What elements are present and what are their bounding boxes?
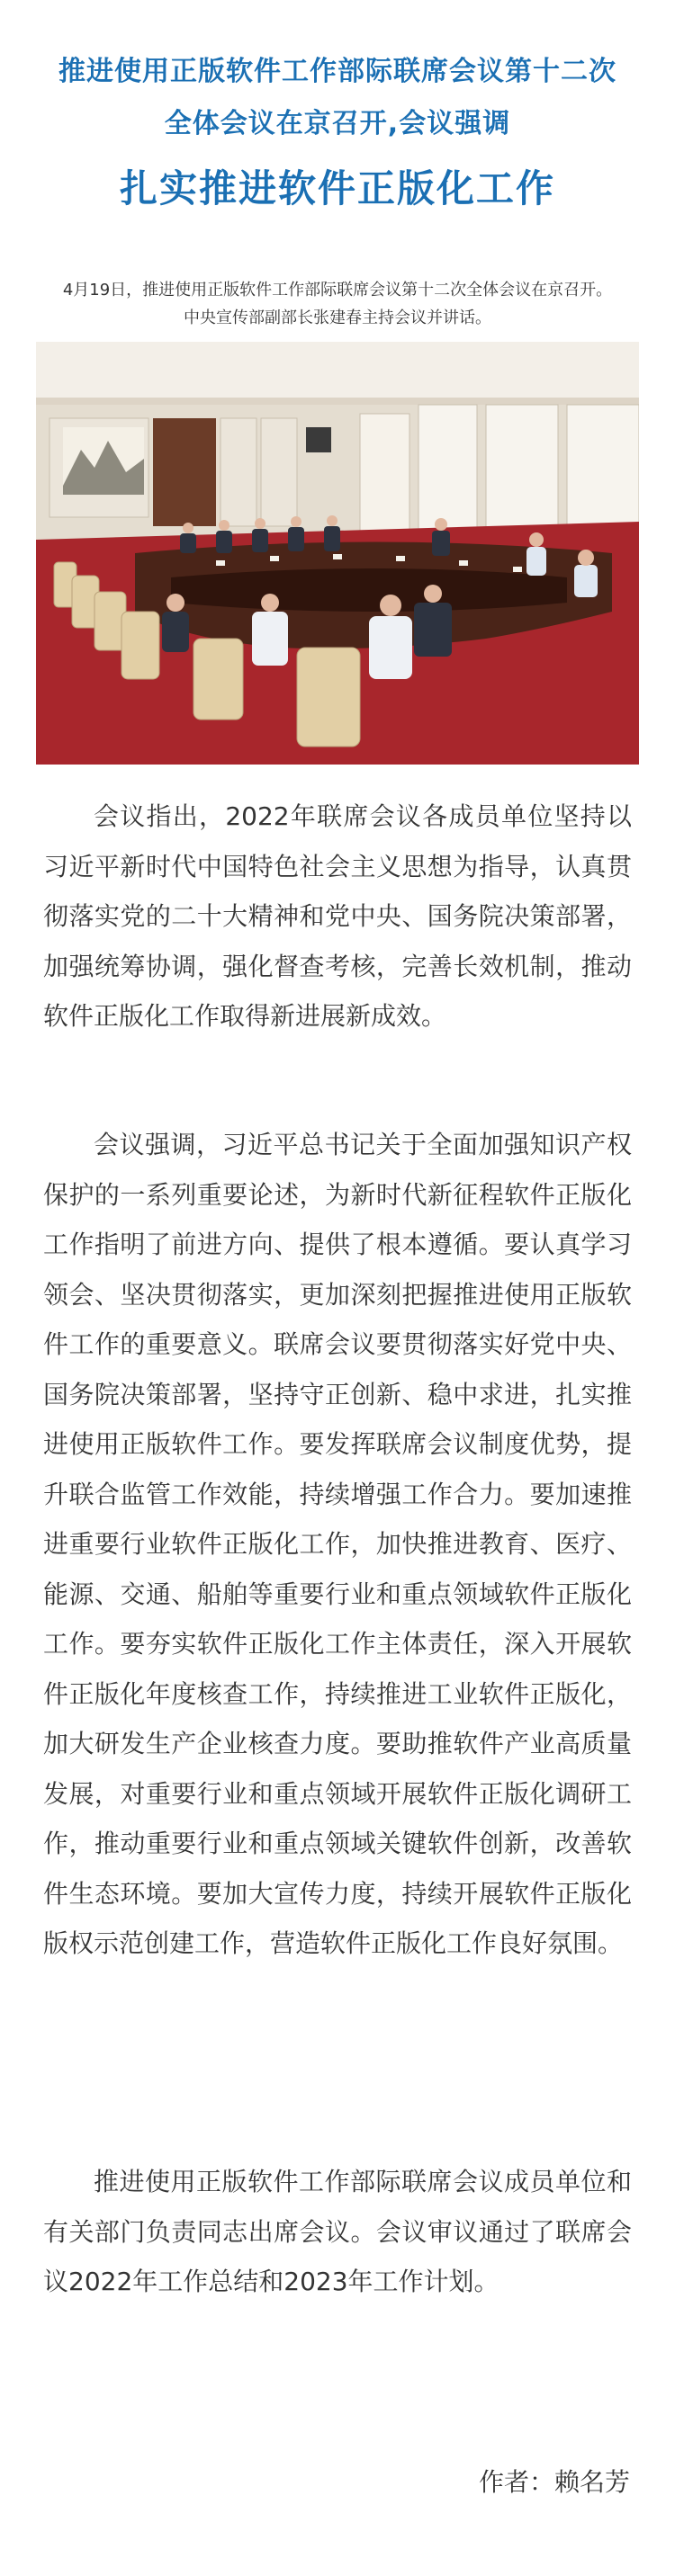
article-subtitle-line-2: 全体会议在京召开,会议强调 (164, 108, 511, 139)
photo-caption-line-2: 中央宣传部副部长张建春主持会议并讲话。 (184, 309, 491, 327)
article-subtitle-line-1: 推进使用正版软件工作部际联席会议第十二次 (58, 56, 616, 87)
meeting-photo (36, 342, 639, 765)
meeting-room-illustration (36, 342, 639, 765)
article-paragraph-3: 推进使用正版软件工作部际联席会议成员单位和有关部门负责同志出席会议。会议审议通过了联席会议2022年工作总结和2023年工作计划。 (43, 2167, 632, 2296)
photo-caption-line-1: 4月19日，推进使用正版软件工作部际联席会议第十二次全体会议在京召开。 (62, 281, 613, 300)
article-paragraph-2: 会议强调，习近平总书记关于全面加强知识产权保护的一系列重要论述，为新时代新征程软件正版化工作指明了前进方向、提供了根本遵循。要认真学习领会、坚决贯彻落实，更加深刻把握推进使用正版软件工作的重要意义。联席会议要贯彻落实好党中央、国务院决策部署，坚持守正创新、稳中求进，扎实推进使用正版软件工作。要发挥联席会议制度优势，提升联合监管工作效能，持续增强工作合力。要加速推进重要行业软件正版化工作，加快推进教育、医疗、能源、交通、船舶等重要行业和重点领域软件正版化工作。要夯实软件正版化工作主体责任，深入开展软件正版化年度核查工作，持续推进工业软件正版化，加大研发生产企业核查力度。要助推软件产业高质量发展，对重要行业和重点领域开展软件正版化调研工作，推动重要行业和重点领域关键软件创新，改善软件生态环境。要加大宣传力度，持续开展软件正版化版权示范创建工作，营造软件正版化工作良好氛围。 (43, 1130, 632, 1958)
article-paragraph-1: 会议指出，2022年联席会议各成员单位坚持以习近平新时代中国特色社会主义思想为指导，认真贯彻落实党的二十大精神和党中央、国务院决策部署，加强统筹协调，强化督查考核，完善长效机制，推动软件正版化工作取得新进展新成效。 (43, 801, 632, 1031)
article-main-title: 扎实推进软件正版化工作 (119, 166, 555, 210)
article-author: 作者：赖名芳 (478, 2467, 630, 2497)
